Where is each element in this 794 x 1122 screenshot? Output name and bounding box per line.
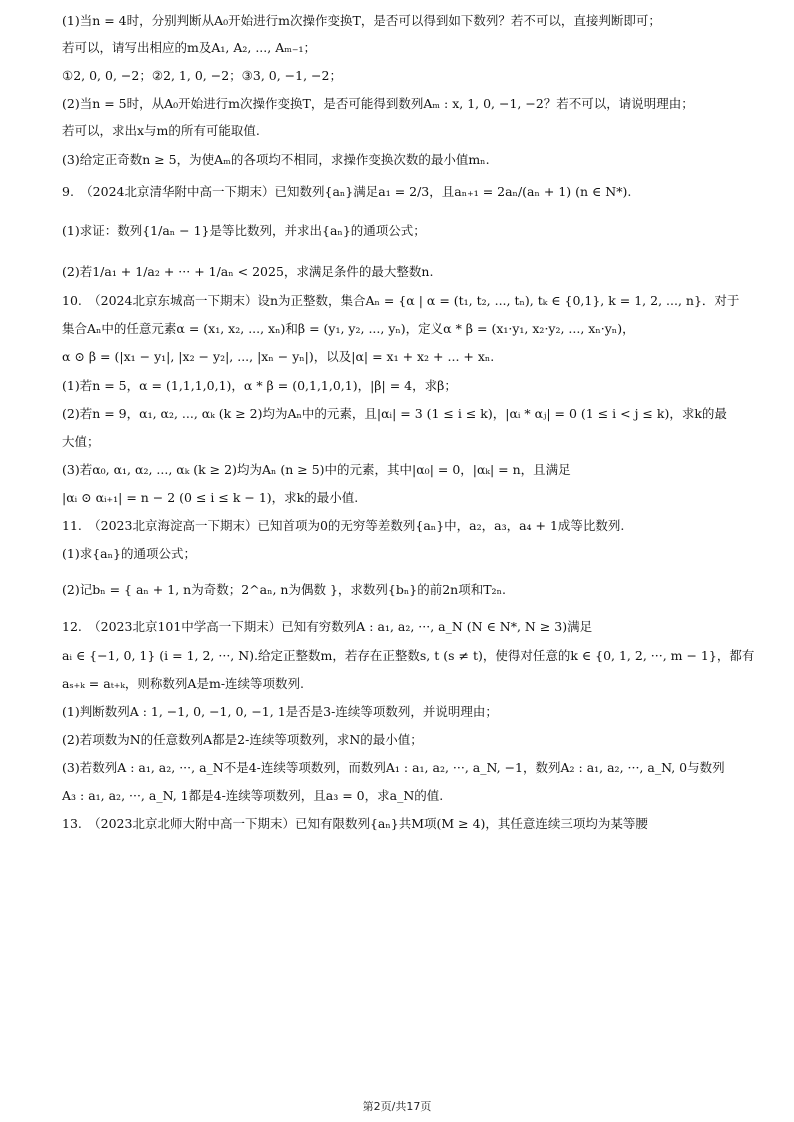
question-12-stem: 12. （2023北京101中学高一下期末）已知有穷数列A : a₁, a₂, ···, a_N (N ∈ N*, N ≥ 3)满足 <box>62 619 593 634</box>
text-line: 集合Aₙ中的任意元素α = (x₁, x₂, ..., xₙ)和β = (y₁, y₂, ..., yₙ)，定义α * β = (x₁·y₁, x₂·y₂, ..., xₙ·yₙ)， <box>62 321 635 336</box>
text-line: (2)若项数为N的任意数列A都是2-连续等项数列，求N的最小值； <box>62 732 423 747</box>
question-10-stem: 10. （2024北京东城高一下期末）设n为正整数，集合Aₙ = {α | α = (t₁, t₂, ..., tₙ), tₖ ∈ {0,1}, k = 1, 2, ..., n}．对于 <box>62 293 740 308</box>
text-line: (2)当n = 5时，从A₀开始进行m次操作变换T，是否可能得到数列Aₘ : x, 1, 0, −1, −2？若不可以，请说明理由； <box>62 96 694 111</box>
text-line: (1)求{aₙ}的通项公式； <box>62 546 196 561</box>
text-line: (1)若n = 5，α = (1,1,1,0,1)，α * β = (0,1,1,0,1)，|β| = 4，求β； <box>62 378 457 393</box>
text-line: 若可以，求出x与m的所有可能取值. <box>62 123 260 138</box>
text-line: (3)若α₀, α₁, α₂, ..., αₖ (k ≥ 2)均为Aₙ (n ≥ 5)中的元素，其中|α₀| = 0，|αₖ| = n，且满足 <box>62 462 571 477</box>
question-13-stem: 13. （2023北京北师大附中高一下期末）已知有限数列{aₙ}共M项(M ≥ 4)，其任意连续三项均为某等腰 <box>62 816 648 831</box>
text-line: (1)判断数列A : 1, −1, 0, −1, 0, −1, 1是否是3-连续等项数列，并说明理由； <box>62 704 498 719</box>
text-line: 若可以，请写出相应的m及A₁, A₂, ..., Aₘ₋₁； <box>62 40 316 55</box>
text-line: (2)若1/a₁ + 1/a₂ + ··· + 1/aₙ < 2025，求满足条件的最大整数n. <box>62 264 434 279</box>
text-line: 大值； <box>62 434 100 449</box>
text-line: A₃ : a₁, a₂, ···, a_N, 1都是4-连续等项数列，且a₃ = 0，求a_N的值. <box>62 788 444 803</box>
text-line: α ⊙ β = (|x₁ − y₁|, |x₂ − y₂|, ..., |xₙ − yₙ|)，以及|α| = x₁ + x₂ + ... + xₙ. <box>62 349 495 364</box>
text-line: (2)若n = 9，α₁, α₂, ..., αₖ (k ≥ 2)均为Aₙ中的元素，且|αᵢ| = 3 (1 ≤ i ≤ k)，|αᵢ * αⱼ| = 0 (1 ≤ i < j ≤ k)，求k的最 <box>62 406 727 421</box>
text-line: aₛ₊ₖ = aₜ₊ₖ，则称数列A是m-连续等项数列. <box>62 676 305 691</box>
text-line: ①2, 0, 0, −2；②2, 1, 0, −2；③3, 0, −1, −2； <box>62 68 342 83</box>
text-line: aᵢ ∈ {−1, 0, 1} (i = 1, 2, ···, N).给定正整数m，若存在正整数s, t (s ≠ t)，使得对任意的k ∈ {0, 1, 2, ···, m − 1}，都有 <box>62 648 755 663</box>
text-line: |αᵢ ⊙ αᵢ₊₁| = n − 2 (0 ≤ i ≤ k − 1)，求k的最小值. <box>62 490 359 505</box>
text-line: (3)给定正奇数n ≥ 5，为使Aₘ的各项均不相同，求操作变换次数的最小值mₙ. <box>62 152 490 167</box>
question-9-stem: 9. （2024北京清华附中高一下期末）已知数列{aₙ}满足a₁ = 2/3，且aₙ₊₁ = 2aₙ/(aₙ + 1) (n ∈ N*). <box>62 184 632 199</box>
question-11-stem: 11. （2023北京海淀高一下期末）已知首项为0的无穷等差数列{aₙ}中，a₂，a₃，a₄ + 1成等比数列. <box>62 518 625 533</box>
text-line: (2)记bₙ = { aₙ + 1, n为奇数；2^aₙ, n为偶数 }，求数列{bₙ}的前2n项和T₂ₙ. <box>62 582 506 597</box>
text-line: (1)求证：数列{1/aₙ − 1}是等比数列，并求出{aₙ}的通项公式； <box>62 223 426 238</box>
text-line: (3)若数列A : a₁, a₂, ···, a_N不是4-连续等项数列，而数列A₁ : a₁, a₂, ···, a_N, −1，数列A₂ : a₁, a₂, ···, a_N, 0与数列 <box>62 760 725 775</box>
text-line: (1)当n = 4时，分别判断从A₀开始进行m次操作变换T，是否可以得到如下数列？若不可以，直接判断即可； <box>62 13 661 28</box>
page-footer: 第2页/共17页 <box>362 1100 432 1113</box>
